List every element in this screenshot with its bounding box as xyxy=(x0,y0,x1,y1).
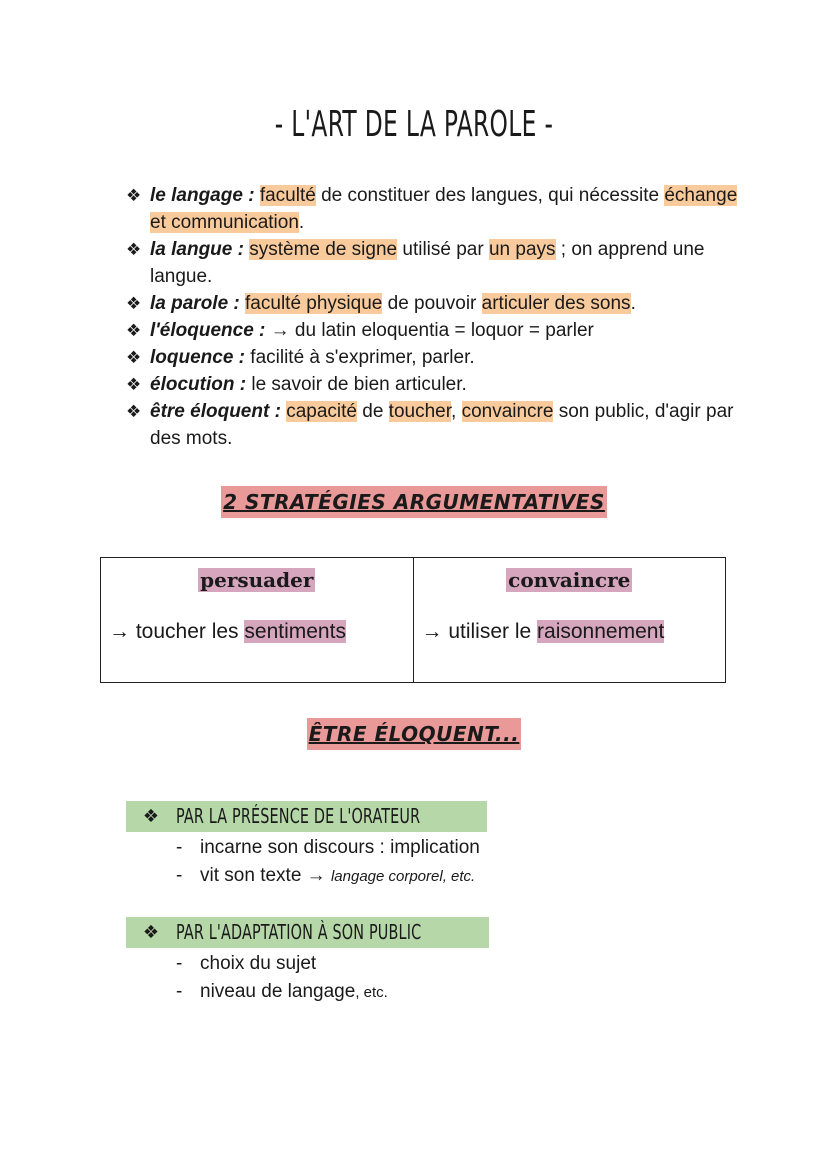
highlighted-text: faculté xyxy=(259,185,316,206)
strategy-column-persuader xyxy=(101,558,413,682)
point-sublist xyxy=(176,834,480,891)
definition-text: → du latin eloquentia = loquor = parler xyxy=(265,320,594,341)
definition-text: de xyxy=(356,401,389,422)
definition-item xyxy=(126,317,746,344)
definition-text: ; on apprend une langue. xyxy=(150,239,705,287)
definition-item xyxy=(126,290,746,317)
definition-term: la parole : xyxy=(150,293,240,314)
diamond-bullet-icon: ❖ xyxy=(126,402,142,421)
definition-text: utilisé par xyxy=(397,239,489,260)
diamond-bullet-icon: ❖ xyxy=(126,186,142,205)
point-label: PAR LA PRÉSENCE DE L'ORATEUR xyxy=(176,804,421,828)
definitions-list xyxy=(126,182,746,452)
definition-term: être éloquent : xyxy=(150,401,281,422)
diamond-bullet-icon: ❖ xyxy=(126,375,142,394)
strategy-body: → utiliser le raisonnement xyxy=(421,620,665,643)
diamond-bullet-icon: ❖ xyxy=(126,348,142,367)
highlighted-text: système de signe xyxy=(249,239,398,260)
definition-text: le savoir de bien articuler. xyxy=(246,374,467,395)
list-item: - niveau de langage, etc. xyxy=(176,981,388,1002)
strategies-table xyxy=(100,557,726,683)
definition-text: . xyxy=(630,293,636,314)
definition-item xyxy=(126,398,746,452)
diamond-bullet-icon: ❖ xyxy=(126,294,142,313)
definition-text: son public, d'agir par des mots. xyxy=(150,401,734,449)
definition-item xyxy=(126,371,746,398)
strategies-heading xyxy=(0,490,828,514)
highlighted-text: toucher xyxy=(388,401,451,422)
point-presence-orateur xyxy=(126,801,487,832)
diamond-bullet-icon: ❖ xyxy=(126,321,142,340)
definition-term: élocution : xyxy=(150,374,247,395)
highlighted-text: échange et communication xyxy=(150,185,738,233)
eloquent-heading xyxy=(0,722,828,746)
point-sublist xyxy=(176,950,388,1007)
list-item: - vit son texte → langage corporel, etc. xyxy=(176,865,476,886)
definition-term: le langage : xyxy=(150,185,255,206)
definition-term: loquence : xyxy=(150,347,246,368)
page-title: - L'ART DE LA PAROLE - xyxy=(274,104,554,145)
strategy-body: → toucher les sentiments xyxy=(109,620,346,643)
highlighted-text: convaincre xyxy=(461,401,554,422)
diamond-bullet-icon: ❖ xyxy=(142,806,160,826)
list-item: - incarne son discours : implication xyxy=(176,837,480,858)
strategies-heading-text: 2 STRATÉGIES ARGUMENTATIVES xyxy=(221,486,607,518)
definition-text: . xyxy=(298,212,305,233)
definition-item xyxy=(126,182,746,236)
definition-item xyxy=(126,236,746,290)
strategy-head: persuader xyxy=(200,568,314,592)
point-label: PAR L'ADAPTATION À SON PUBLIC xyxy=(176,920,422,944)
highlighted-text: capacité xyxy=(286,401,357,422)
definition-text: , xyxy=(451,401,462,422)
definition-term: l'éloquence : xyxy=(150,320,266,341)
definition-item xyxy=(126,344,746,371)
diamond-bullet-icon: ❖ xyxy=(126,240,142,259)
point-adaptation-public xyxy=(126,917,489,948)
highlighted-text: articuler des sons xyxy=(481,293,631,314)
strategy-head: convaincre xyxy=(508,568,631,592)
eloquent-heading-text: ÊTRE ÉLOQUENT... xyxy=(307,718,522,750)
definition-text: facilité à s'exprimer, parler. xyxy=(245,347,475,368)
definition-text: de constituer des langues, qui nécessite xyxy=(315,185,665,206)
highlighted-text: faculté physique xyxy=(245,293,383,314)
highlighted-text: un pays xyxy=(488,239,556,260)
strategy-column-convaincre xyxy=(413,558,726,682)
definition-term: la langue : xyxy=(150,239,244,260)
diamond-bullet-icon: ❖ xyxy=(142,922,160,942)
list-item: - choix du sujet xyxy=(176,953,317,974)
definition-text: de pouvoir xyxy=(382,293,482,314)
